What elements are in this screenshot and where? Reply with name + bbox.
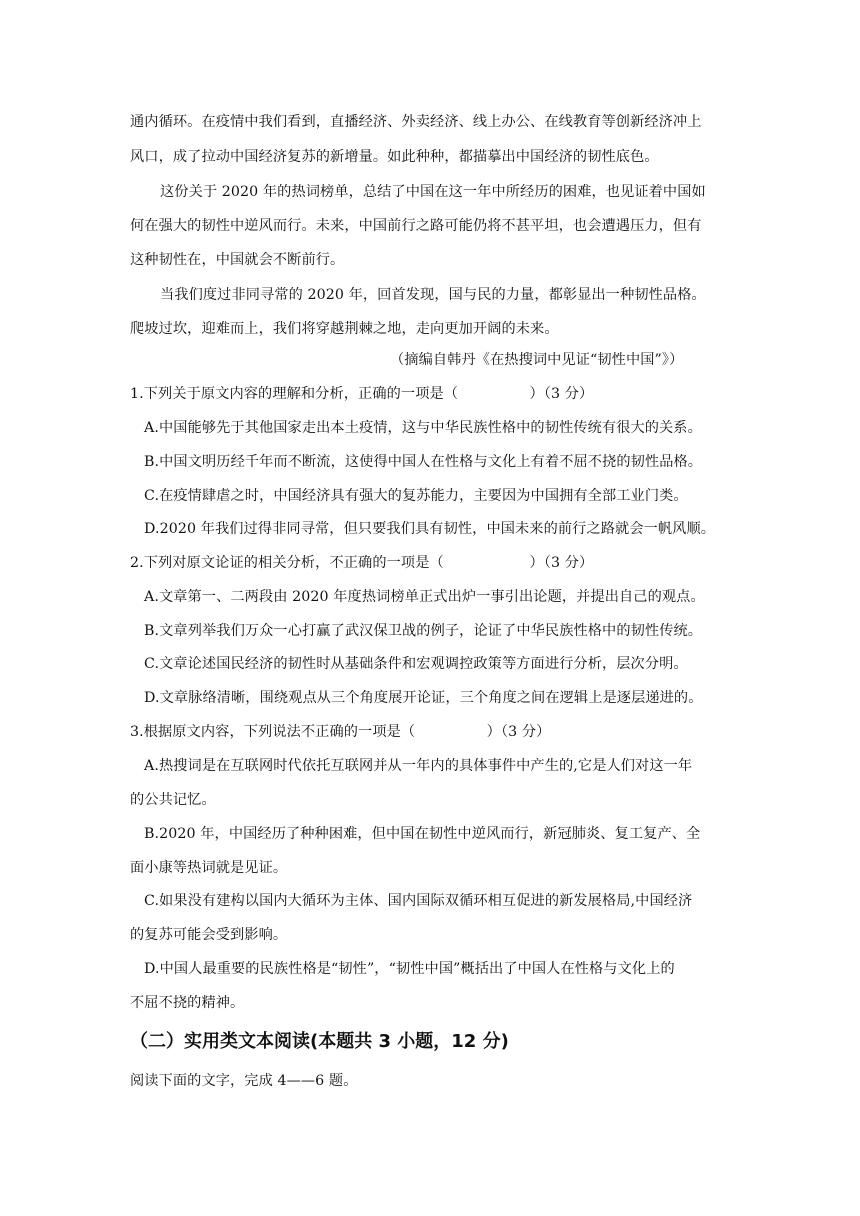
question-3-option-c: C.如果没有建构以国内大循环为主体、国内国际双循环相互促进的新发展格局,中国经济 bbox=[144, 893, 693, 909]
section-instruction: 阅读下面的文字，完成 4——6 题。 bbox=[130, 1073, 358, 1089]
question-3-option-b: B.2020 年，中国经历了种种困难，但中国在韧性中逆风而行，新冠肺炎、复工复产、全 bbox=[144, 826, 701, 842]
question-1-option-a: A.中国能够先于其他国家走出本土疫情，这与中华民族性格中的韧性传统有很大的关系。 bbox=[144, 420, 702, 436]
question-2-option-b: B.文章列举我们万众一心打赢了武汉保卫战的例子，论证了中华民族性格中的韧性传统。 bbox=[144, 623, 703, 639]
question-3-stem: 3.根据原文内容，下列说法不正确的一项是（ ）（3 分） bbox=[130, 724, 551, 740]
passage-source: （摘编自韩丹《在热搜词中见证“韧性中国”》） bbox=[390, 352, 684, 368]
section-heading: （二）实用类文本阅读(本题共 3 小题，12 分) bbox=[130, 1031, 509, 1052]
question-2-option-a: A.文章第一、二两段由 2020 年度热词榜单正式出炉一事引出论题，并提出自己的观点。 bbox=[144, 589, 705, 605]
question-3-option-c-cont: 的复苏可能会受到影响。 bbox=[130, 927, 288, 943]
question-3-option-d-cont: 不屈不挠的精神。 bbox=[130, 995, 245, 1011]
question-2-option-d: D.文章脉络清晰，围绕观点从三个角度展开论证，三个角度之间在逻辑上是逐层递进的。 bbox=[144, 690, 703, 706]
question-3-option-a: A.热搜词是在互联网时代依托互联网并从一年内的具体事件中产生的,它是人们对这一年 bbox=[144, 758, 693, 774]
passage-line: 风口，成了拉动中国经济复苏的新增量。如此种种，都描摹出中国经济的韧性底色。 bbox=[130, 149, 659, 165]
question-3-option-a-cont: 的公共记忆。 bbox=[130, 792, 216, 808]
passage-line: 通内循环。在疫情中我们看到，直播经济、外卖经济、线上办公、在线教育等创新经济冲上 bbox=[130, 114, 702, 130]
question-1-option-b: B.中国文明历经千年而不断流，这使得中国人在性格与文化上有着不屈不挠的韧性品格。 bbox=[144, 454, 703, 470]
passage-line: 这种韧性在，中国就会不断前行。 bbox=[130, 252, 345, 268]
question-1-option-c: C.在疫情肆虐之时，中国经济具有强大的复苏能力，主要因为中国拥有全部工业门类。 bbox=[144, 488, 688, 504]
question-1-stem: 1.下列关于原文内容的理解和分析，正确的一项是（ ）（3 分） bbox=[130, 386, 594, 402]
question-2-option-c: C.文章论述国民经济的韧性时从基础条件和宏观调控政策等方面进行分析，层次分明。 bbox=[144, 656, 688, 672]
question-1-option-d: D.2020 年我们过得非同寻常，但只要我们具有韧性，中国未来的前行之路就会一帆风顺。 bbox=[144, 521, 716, 537]
passage-line: 这份关于 2020 年的热词榜单，总结了中国在这一年中所经历的困难，也见证着中国如 bbox=[160, 184, 706, 200]
passage-line: 当我们度过非同寻常的 2020 年，回首发现，国与民的力量，都彰显出一种韧性品格。 bbox=[160, 287, 706, 303]
question-3-option-d: D.中国人最重要的民族性格是“韧性”，“韧性中国”概括出了中国人在性格与文化上的 bbox=[144, 961, 675, 977]
passage-line: 爬坡过坎，迎难而上，我们将穿越荆棘之地，走向更加开阔的未来。 bbox=[130, 321, 559, 337]
question-3-option-b-cont: 面小康等热词就是见证。 bbox=[130, 860, 288, 876]
passage-line: 何在强大的韧性中逆风而行。未来，中国前行之路可能仍将不甚平坦，也会遭遇压力，但有 bbox=[130, 218, 702, 234]
question-2-stem: 2.下列对原文论证的相关分析，不正确的一项是（ ）（3 分） bbox=[130, 555, 594, 571]
